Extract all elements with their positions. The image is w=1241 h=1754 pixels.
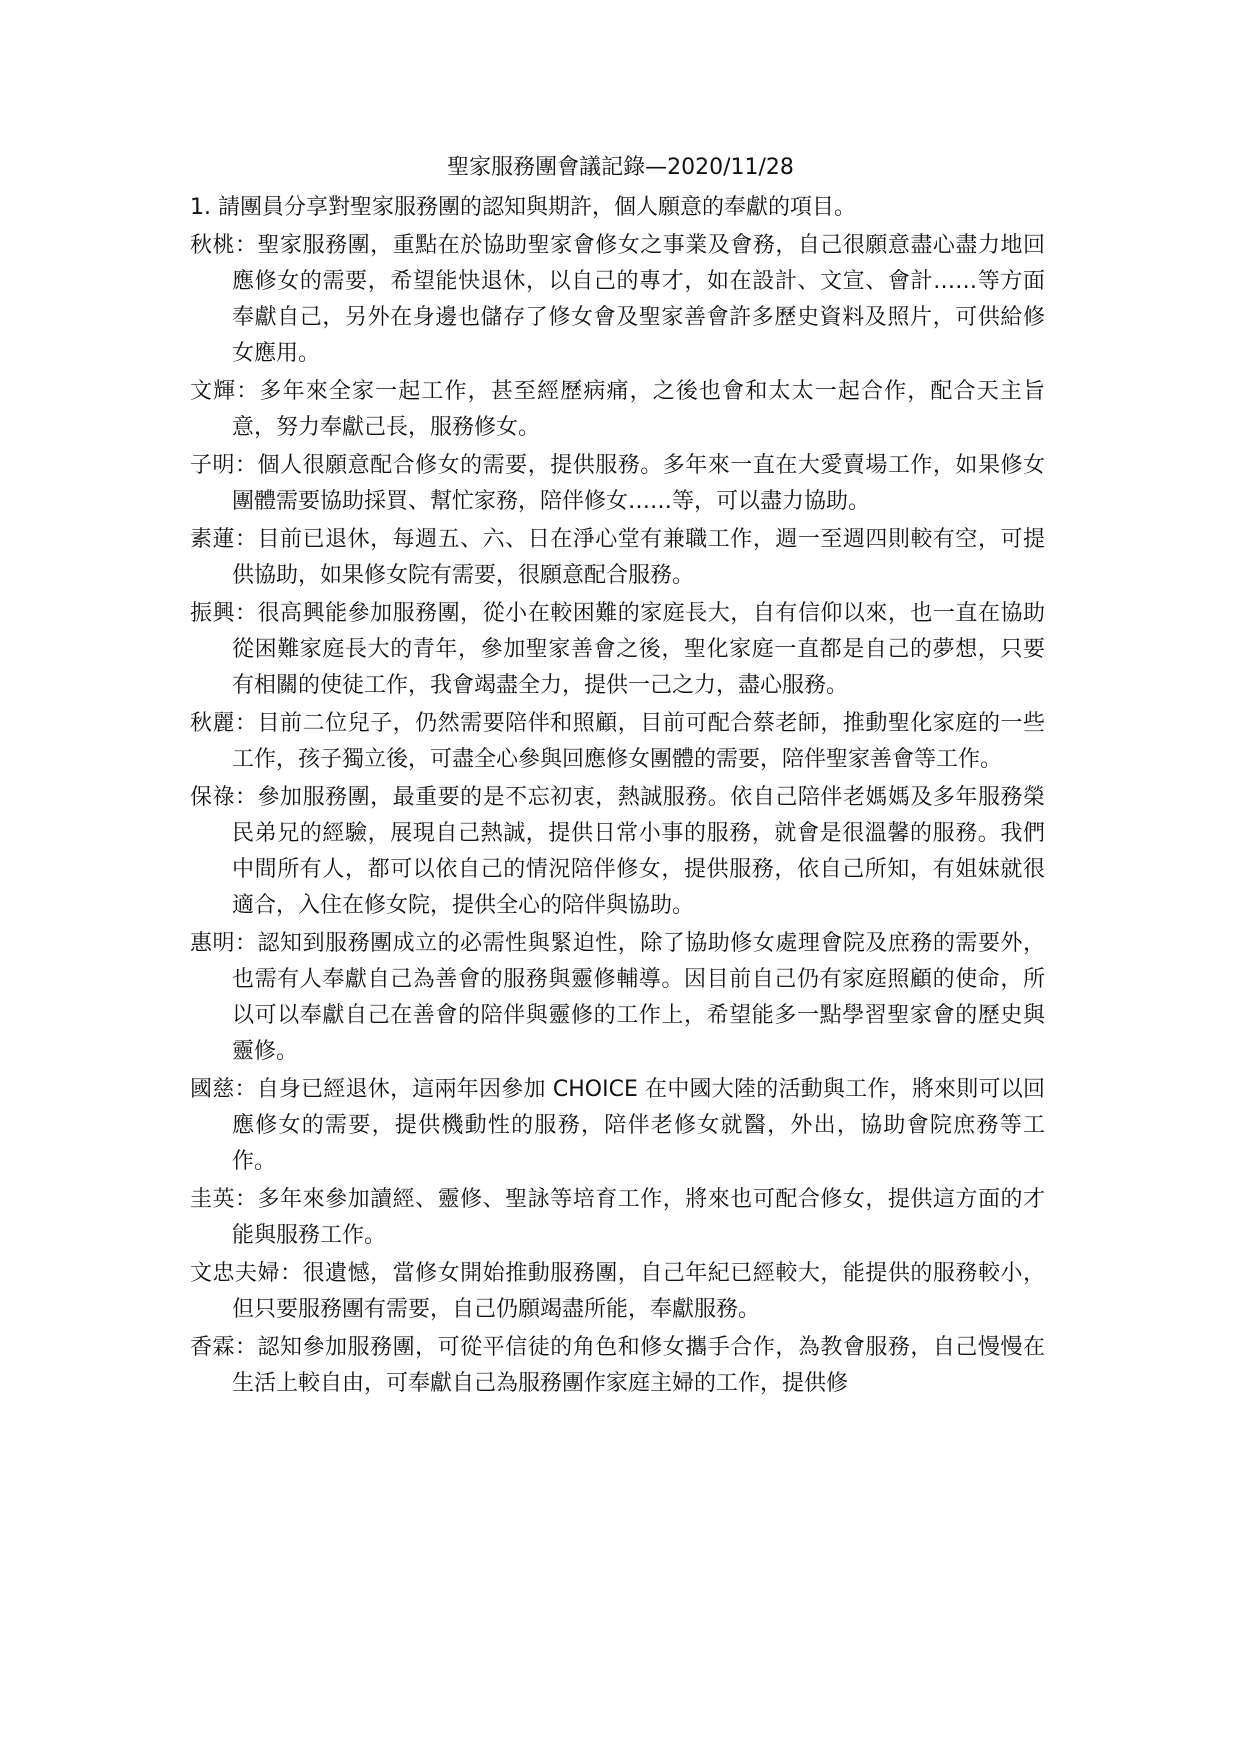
document-body <box>190 190 1045 1402</box>
member-entry-xianglin <box>190 1330 1045 1402</box>
member-name: 圭英 <box>190 1187 236 1212</box>
name-separator: ： <box>235 453 258 478</box>
member-entry-qiuli <box>190 706 1045 778</box>
member-name: 素蓮 <box>190 527 236 552</box>
member-name: 文忠夫婦 <box>190 1261 281 1286</box>
name-separator: ： <box>280 1261 303 1286</box>
member-entry-qiutao <box>190 228 1045 372</box>
member-statement: 聖家服務團，重點在於協助聖家會修女之事業及會務，自己很願意盡心盡力地回應修女的需要，希望能快退休，以自己的專才，如在設計、文宣、會計……等方面奉獻自己，另外在身邊也儲存了修女會及聖家善會許多歷史資料及照片，可供給修女應用。 <box>232 233 1045 366</box>
member-entry-sulian <box>190 522 1045 594</box>
name-separator: ： <box>236 379 260 404</box>
member-statement: 自身已經退休，這兩年因參加 CHOICE 在中國大陸的活動與工作，將來則可以回應修女的需要，提供機動性的服務，陪伴老修女就醫，外出，協助會院庶務等工作。 <box>232 1077 1045 1174</box>
member-entry-wenzhong-couple <box>190 1256 1045 1328</box>
member-statement: 目前已退休，每週五、六、日在淨心堂有兼職工作，週一至週四則較有空，可提供協助，如果修女院有需要，很願意配合服務。 <box>232 527 1045 588</box>
member-entry-guiying <box>190 1182 1045 1254</box>
member-name: 惠明 <box>190 931 236 956</box>
member-statement: 很高興能參加服務團，從小在較困難的家庭長大，自有信仰以來，也一直在協助從困難家庭長大的青年，參加聖家善會之後，聖化家庭一直都是自己的夢想，只要有相關的使徒工作，我會竭盡全力，提供一己之力，盡心服務。 <box>232 601 1045 698</box>
member-entry-zhenxing <box>190 596 1045 704</box>
name-separator: ： <box>235 931 258 956</box>
member-statement: 個人很願意配合修女的需要，提供服務。多年來一直在大愛賣場工作，如果修女團體需要協助採買、幫忙家務，陪伴修女……等，可以盡力協助。 <box>232 453 1045 514</box>
member-statement: 多年來參加讀經、靈修、聖詠等培育工作，將來也可配合修女，提供這方面的才能與服務工作。 <box>232 1187 1045 1248</box>
document-title: 聖家服務團會議記錄—2020/11/28 <box>447 155 794 180</box>
name-separator: ： <box>235 1187 258 1212</box>
member-statement: 認知參加服務團，可從平信徒的角色和修女攜手合作，為教會服務，自己慢慢在生活上較自由，可奉獻自己為服務團作家庭主婦的工作，提供修 <box>232 1335 1045 1396</box>
member-name: 國慈 <box>190 1077 235 1102</box>
member-name: 秋桃 <box>190 233 236 258</box>
member-entry-guoci <box>190 1072 1045 1180</box>
member-entry-ziming <box>190 448 1045 520</box>
name-separator: ： <box>235 785 258 810</box>
member-entry-huiming <box>190 926 1045 1070</box>
member-statement: 多年來全家一起工作，甚至經歷病痛，之後也會和太太一起合作，配合天主旨意，努力奉獻己長，服務修女。 <box>232 379 1045 440</box>
member-statement: 參加服務團，最重要的是不忘初衷，熱誠服務。依自己陪伴老媽媽及多年服務榮民弟兄的經驗，展現自己熱誠，提供日常小事的服務，就會是很溫馨的服務。我們中間所有人，都可以依自己的情況陪伴修女，提供服務，依自己所知，有姐妹就很適合，入住在修女院，提供全心的陪伴與協助。 <box>232 785 1045 918</box>
member-statement: 認知到服務團成立的必需性與緊迫性，除了協助修女處理會院及庶務的需要外，也需有人奉獻自己為善會的服務與靈修輔導。因目前自己仍有家庭照顧的使命，所以可以奉獻自己在善會的陪伴與靈修的工作上，希望能多一點學習聖家會的歷史與靈修。 <box>232 931 1045 1064</box>
member-entry-baolu <box>190 780 1045 924</box>
member-name: 香霖 <box>190 1335 236 1360</box>
question-item: 1. 請團員分享對聖家服務團的認知與期許，個人願意的奉獻的項目。 <box>190 195 856 220</box>
name-separator: ： <box>235 1335 258 1360</box>
member-name: 文輝 <box>190 379 237 404</box>
name-separator: ： <box>235 601 258 626</box>
name-separator: ： <box>235 527 258 552</box>
member-entry-wenhui <box>190 374 1045 446</box>
member-statement: 目前二位兒子，仍然需要陪伴和照顧，目前可配合蔡老師，推動聖化家庭的一些工作，孩子獨立後，可盡全心參與回應修女團體的需要，陪伴聖家善會等工作。 <box>232 711 1045 772</box>
member-name: 保祿 <box>190 785 236 810</box>
member-name: 振興 <box>190 601 236 626</box>
name-separator: ： <box>235 711 258 736</box>
name-separator: ： <box>234 1077 257 1102</box>
member-name: 子明 <box>190 453 236 478</box>
member-statement: 很遺憾，當修女開始推動服務團，自己年紀已經較大，能提供的服務較小，但只要服務團有需要，自己仍願竭盡所能，奉獻服務。 <box>232 1261 1045 1322</box>
member-name: 秋麗 <box>190 711 236 736</box>
name-separator: ： <box>235 233 258 258</box>
